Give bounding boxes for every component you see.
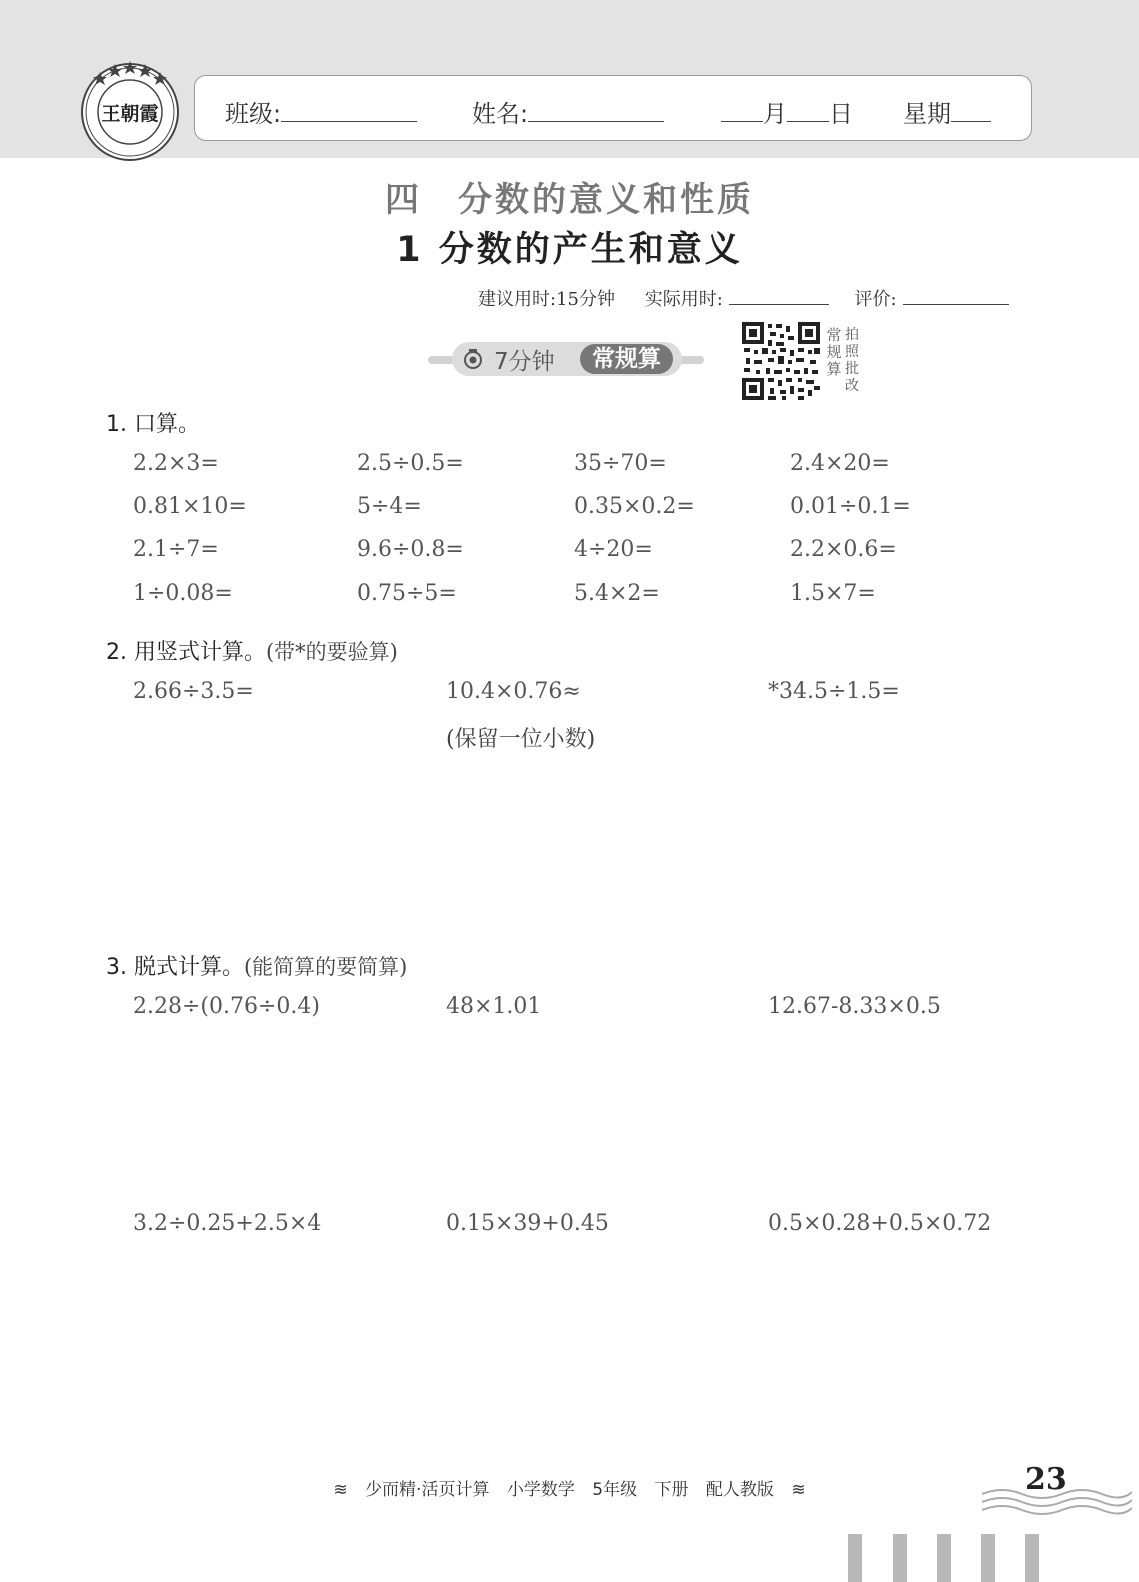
q3-item: 48×1.01: [446, 994, 542, 1019]
q1-item: 1÷0.08=: [133, 581, 233, 606]
q1-item: 0.01÷0.1=: [790, 494, 911, 519]
edge-tab-mark: [981, 1534, 995, 1582]
weekday-blank[interactable]: [951, 101, 991, 122]
unit-title-text: 分数的意义和性质: [458, 180, 754, 220]
q3-item: 0.5×0.28+0.5×0.72: [768, 1211, 992, 1236]
q1-item: 5÷4=: [357, 494, 422, 519]
qr-label-routine: 常规算: [826, 326, 842, 378]
month-blank[interactable]: [721, 101, 763, 122]
medal-icon: [462, 348, 484, 370]
footer-grade: 5年级: [592, 1480, 638, 1500]
footer-edition: 配人教版: [705, 1480, 774, 1500]
qr-code-icon[interactable]: [742, 322, 820, 400]
q1-item: 0.35×0.2=: [574, 494, 695, 519]
footer-subject: 小学数学: [506, 1480, 575, 1500]
unit-title: [0, 172, 1139, 221]
name-label: 姓名:: [472, 100, 529, 128]
q1-item: 2.4×20=: [790, 451, 890, 476]
evaluation-blank[interactable]: [903, 288, 1009, 305]
evaluation-label: 评价:: [854, 289, 897, 310]
q1-item: 1.5×7=: [790, 581, 876, 606]
name-blank[interactable]: [528, 101, 664, 122]
suggested-time: 建议用时:15分钟: [478, 289, 615, 310]
q1-item: 2.2×0.6=: [790, 537, 897, 562]
weekday-label: 星期: [903, 100, 951, 128]
q1-item: 2.1÷7=: [133, 537, 219, 562]
q2-item: 10.4×0.76≈: [446, 679, 581, 704]
actual-time-blank[interactable]: [729, 288, 829, 305]
q1-item: 4÷20=: [574, 537, 653, 562]
question-2-title: 2. 用竖式计算。(带*的要验算): [106, 640, 398, 665]
edge-tab-mark: [937, 1534, 951, 1582]
footer-volume: 下册: [654, 1480, 689, 1500]
q1-item: 9.6÷0.8=: [357, 537, 464, 562]
brand-logo: [78, 58, 182, 162]
time-row: [478, 285, 1015, 311]
wave-decoration-icon: [982, 1484, 1132, 1520]
month-label: 月: [763, 100, 787, 128]
q3-item: 0.15×39+0.45: [446, 1211, 609, 1236]
badge-time: 7分钟: [494, 349, 555, 375]
qr-label-photo-check: 拍照批改: [845, 327, 859, 394]
q3-item: 12.67-8.33×0.5: [768, 994, 941, 1019]
unit-number: 四: [385, 180, 422, 220]
q3-item: 2.28÷(0.76÷0.4): [133, 994, 320, 1019]
day-label: 日: [829, 100, 853, 128]
q2-item: *34.5÷1.5=: [768, 679, 900, 704]
question-3-note: (能简算的要简算): [243, 955, 408, 979]
actual-time-label: 实际用时:: [644, 289, 723, 310]
question-1-title: 1. 口算。: [106, 412, 200, 437]
footer-wave-left-icon: ≋: [333, 1480, 348, 1500]
q1-item: 5.4×2=: [574, 581, 660, 606]
time-badge: [452, 342, 682, 376]
day-blank[interactable]: [787, 101, 829, 122]
q3-item: 3.2÷0.25+2.5×4: [133, 1211, 322, 1236]
edge-tab-mark: [1025, 1534, 1039, 1582]
q1-item: 0.75÷5=: [357, 581, 457, 606]
class-blank[interactable]: [281, 101, 417, 122]
q1-item: 2.5÷0.5=: [357, 451, 464, 476]
q1-item: 35÷70=: [574, 451, 667, 476]
q1-item: 0.81×10=: [133, 494, 247, 519]
question-3-title: 3. 脱式计算。(能简算的要简算): [106, 955, 408, 980]
q2-item: 2.66÷3.5=: [133, 679, 254, 704]
edge-tab-mark: [893, 1534, 907, 1582]
lesson-title: 1 分数的产生和意义: [396, 230, 743, 270]
question-2-note: (带*的要验算): [265, 640, 398, 664]
q1-item: 2.2×3=: [133, 451, 219, 476]
footer: [0, 1475, 1139, 1500]
footer-wave-right-icon: ≋: [791, 1480, 806, 1500]
badge-tag: 常规算: [580, 344, 673, 374]
class-label: 班级:: [225, 100, 282, 128]
footer-series: 少而精·活页计算: [365, 1480, 490, 1500]
q2-rounding-note: (保留一位小数): [446, 727, 596, 752]
edge-tab-mark: [848, 1534, 862, 1582]
logo-text: 王朝霞: [101, 103, 159, 125]
page-number: 23: [1025, 1462, 1067, 1497]
student-info-box: [194, 75, 1032, 141]
